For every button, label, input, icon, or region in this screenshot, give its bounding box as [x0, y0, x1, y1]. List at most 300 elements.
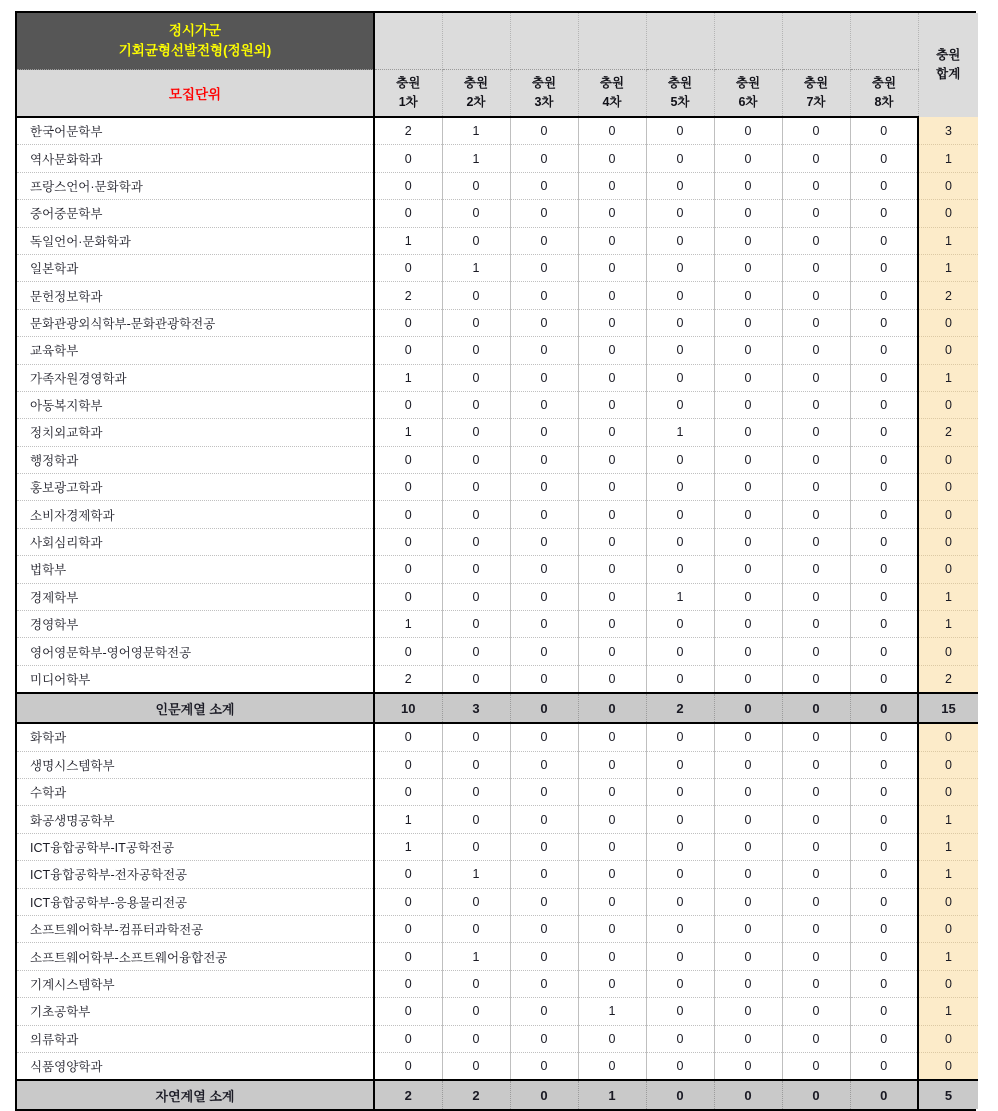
- cell-round-6: 0: [714, 1052, 782, 1080]
- cell-round-4: 0: [578, 723, 646, 751]
- cell-round-6: 0: [714, 751, 782, 778]
- header-spacer-4: [578, 13, 646, 70]
- cell-round-1: 1: [374, 806, 442, 833]
- cell-round-6: 0: [714, 501, 782, 528]
- cell-round-4: 0: [578, 474, 646, 501]
- cell-round-8: 0: [850, 1052, 918, 1080]
- cell-round-7: 0: [782, 556, 850, 583]
- admission-quota-table-sheet: [15, 11, 976, 1111]
- table-row: [17, 145, 978, 172]
- cell-round-7: 0: [782, 998, 850, 1025]
- cell-round-7: 0: [782, 833, 850, 860]
- cell-round-8: 0: [850, 778, 918, 805]
- cell-round-8: 0: [850, 391, 918, 418]
- column-header-round-5: [646, 70, 714, 118]
- cell-round-6: 0: [714, 254, 782, 281]
- cell-round-total: 1: [918, 583, 978, 610]
- cell-round-7: 0: [782, 501, 850, 528]
- cell-round-total: 0: [918, 446, 978, 473]
- cell-round-2: 1: [442, 117, 510, 145]
- table-row: [17, 337, 978, 364]
- cell-unit-name: 법학부: [17, 556, 374, 583]
- header-spacer-3: [510, 13, 578, 70]
- cell-round-3: 0: [510, 419, 578, 446]
- table-row: [17, 998, 978, 1025]
- table-row: [17, 915, 978, 942]
- table-row: [17, 282, 978, 309]
- header-spacer-8: [850, 13, 918, 70]
- cell-round-8: 0: [850, 611, 918, 638]
- cell-round-2: 0: [442, 665, 510, 693]
- round-7-line-1: 충원: [803, 75, 829, 90]
- cell-round-5: 0: [646, 309, 714, 336]
- cell-round-2: 0: [442, 337, 510, 364]
- cell-round-4: 0: [578, 446, 646, 473]
- cell-round-2: 0: [442, 638, 510, 665]
- cell-round-3: 0: [510, 611, 578, 638]
- round-8-line-1: 충원: [871, 75, 897, 90]
- cell-round-total: 1: [918, 833, 978, 860]
- subtotal-round-4: 1: [578, 1080, 646, 1109]
- cell-round-3: 0: [510, 806, 578, 833]
- cell-round-8: 0: [850, 282, 918, 309]
- cell-round-4: 0: [578, 419, 646, 446]
- header-spacer-5: [646, 13, 714, 70]
- cell-round-8: 0: [850, 806, 918, 833]
- cell-round-2: 0: [442, 583, 510, 610]
- cell-round-3: 0: [510, 556, 578, 583]
- cell-round-5: 0: [646, 556, 714, 583]
- subtotal-round-1: 2: [374, 1080, 442, 1109]
- cell-round-2: 0: [442, 1052, 510, 1080]
- cell-round-3: 0: [510, 943, 578, 970]
- cell-round-2: 0: [442, 172, 510, 199]
- table-row: [17, 806, 978, 833]
- cell-round-2: 1: [442, 861, 510, 888]
- round-4-line-1: 충원: [599, 75, 625, 90]
- table-row: [17, 778, 978, 805]
- cell-unit-name: 기초공학부: [17, 998, 374, 1025]
- cell-round-8: 0: [850, 309, 918, 336]
- header-row-columns: [17, 70, 978, 118]
- cell-round-5: 0: [646, 117, 714, 145]
- cell-round-8: 0: [850, 227, 918, 254]
- cell-unit-name: 일본학과: [17, 254, 374, 281]
- cell-round-6: 0: [714, 998, 782, 1025]
- cell-round-4: 0: [578, 117, 646, 145]
- cell-round-3: 0: [510, 970, 578, 997]
- table-row: [17, 254, 978, 281]
- cell-unit-name: 영어영문학부-영어영문학전공: [17, 638, 374, 665]
- subtotal-row: [17, 693, 978, 723]
- round-7-line-2: 7차: [806, 95, 826, 109]
- cell-round-6: 0: [714, 556, 782, 583]
- cell-round-total: 2: [918, 419, 978, 446]
- table-row: [17, 364, 978, 391]
- column-header-round-8: [850, 70, 918, 118]
- column-header-round-1: [374, 70, 442, 118]
- cell-unit-name: 소비자경제학과: [17, 501, 374, 528]
- cell-round-4: 0: [578, 200, 646, 227]
- cell-round-5: 0: [646, 1025, 714, 1052]
- cell-round-3: 0: [510, 723, 578, 751]
- cell-round-4: 0: [578, 583, 646, 610]
- cell-round-2: 0: [442, 282, 510, 309]
- cell-unit-name: 행정학과: [17, 446, 374, 473]
- cell-round-total: 0: [918, 528, 978, 555]
- cell-round-2: 0: [442, 556, 510, 583]
- cell-round-2: 0: [442, 446, 510, 473]
- subtotal-label: 인문계열 소계: [17, 693, 374, 723]
- cell-round-1: 0: [374, 583, 442, 610]
- cell-round-6: 0: [714, 1025, 782, 1052]
- cell-round-6: 0: [714, 861, 782, 888]
- cell-round-8: 0: [850, 419, 918, 446]
- cell-round-4: 0: [578, 861, 646, 888]
- subtotal-round-5: 0: [646, 1080, 714, 1109]
- cell-round-2: 0: [442, 751, 510, 778]
- cell-round-5: 0: [646, 227, 714, 254]
- cell-round-1: 0: [374, 172, 442, 199]
- cell-round-6: 0: [714, 474, 782, 501]
- cell-round-2: 0: [442, 364, 510, 391]
- cell-round-7: 0: [782, 419, 850, 446]
- cell-round-4: 0: [578, 501, 646, 528]
- subtotal-round-3: 0: [510, 693, 578, 723]
- cell-round-4: 0: [578, 806, 646, 833]
- round-3-line-1: 충원: [531, 75, 557, 90]
- cell-round-8: 0: [850, 915, 918, 942]
- cell-round-5: 0: [646, 364, 714, 391]
- cell-round-6: 0: [714, 364, 782, 391]
- column-header-round-3: [510, 70, 578, 118]
- cell-round-4: 1: [578, 998, 646, 1025]
- cell-round-1: 0: [374, 998, 442, 1025]
- cell-round-total: 0: [918, 391, 978, 418]
- cell-round-4: 0: [578, 1052, 646, 1080]
- cell-round-total: 0: [918, 1052, 978, 1080]
- cell-round-7: 0: [782, 364, 850, 391]
- cell-round-1: 0: [374, 638, 442, 665]
- cell-round-6: 0: [714, 117, 782, 145]
- cell-round-6: 0: [714, 806, 782, 833]
- cell-round-6: 0: [714, 970, 782, 997]
- cell-round-8: 0: [850, 364, 918, 391]
- cell-round-1: 0: [374, 1025, 442, 1052]
- total-head-line-2: 합계: [936, 67, 961, 81]
- round-2-line-2: 2차: [466, 95, 486, 109]
- cell-round-6: 0: [714, 833, 782, 860]
- subtotal-round-8: 0: [850, 693, 918, 723]
- table-row: [17, 861, 978, 888]
- round-2-line-1: 충원: [463, 75, 489, 90]
- cell-round-1: 0: [374, 778, 442, 805]
- cell-round-8: 0: [850, 1025, 918, 1052]
- cell-round-total: 0: [918, 172, 978, 199]
- cell-round-7: 0: [782, 861, 850, 888]
- cell-round-3: 0: [510, 501, 578, 528]
- column-header-unit: 모집단위: [17, 70, 374, 118]
- cell-round-5: 1: [646, 419, 714, 446]
- cell-unit-name: 문헌정보학과: [17, 282, 374, 309]
- cell-round-3: 0: [510, 528, 578, 555]
- cell-unit-name: 홍보광고학과: [17, 474, 374, 501]
- table-row: [17, 1025, 978, 1052]
- cell-round-7: 0: [782, 309, 850, 336]
- cell-unit-name: 화학과: [17, 723, 374, 751]
- cell-round-total: 0: [918, 1025, 978, 1052]
- table-row: [17, 970, 978, 997]
- cell-unit-name: ICT융합공학부-응용물리전공: [17, 888, 374, 915]
- cell-round-3: 0: [510, 364, 578, 391]
- cell-round-7: 0: [782, 474, 850, 501]
- cell-round-7: 0: [782, 282, 850, 309]
- cell-round-3: 0: [510, 200, 578, 227]
- cell-round-7: 0: [782, 391, 850, 418]
- cell-round-2: 0: [442, 915, 510, 942]
- cell-round-total: 1: [918, 861, 978, 888]
- column-header-round-2: [442, 70, 510, 118]
- round-4-line-2: 4차: [602, 95, 622, 109]
- cell-round-1: 1: [374, 364, 442, 391]
- cell-round-total: 1: [918, 998, 978, 1025]
- cell-round-2: 0: [442, 1025, 510, 1052]
- table-row: [17, 751, 978, 778]
- cell-round-total: 1: [918, 227, 978, 254]
- cell-round-2: 0: [442, 200, 510, 227]
- round-3-line-2: 3차: [534, 95, 554, 109]
- cell-round-6: 0: [714, 611, 782, 638]
- cell-round-7: 0: [782, 970, 850, 997]
- cell-unit-name: 아동복지학부: [17, 391, 374, 418]
- total-head-line-1: 충원: [936, 47, 961, 62]
- cell-round-2: 0: [442, 227, 510, 254]
- cell-round-2: 0: [442, 723, 510, 751]
- cell-round-3: 0: [510, 474, 578, 501]
- cell-round-1: 0: [374, 915, 442, 942]
- cell-round-7: 0: [782, 446, 850, 473]
- cell-round-4: 0: [578, 309, 646, 336]
- cell-unit-name: 미디어학부: [17, 665, 374, 693]
- cell-round-8: 0: [850, 172, 918, 199]
- cell-round-7: 0: [782, 200, 850, 227]
- cell-round-1: 2: [374, 282, 442, 309]
- cell-round-7: 0: [782, 611, 850, 638]
- cell-round-3: 0: [510, 833, 578, 860]
- cell-unit-name: 의류학과: [17, 1025, 374, 1052]
- cell-round-6: 0: [714, 391, 782, 418]
- header-spacer-1: [374, 13, 442, 70]
- cell-round-6: 0: [714, 638, 782, 665]
- round-5-line-2: 5차: [670, 95, 690, 109]
- cell-round-4: 0: [578, 227, 646, 254]
- cell-round-1: 0: [374, 337, 442, 364]
- table-row: [17, 611, 978, 638]
- cell-round-3: 0: [510, 915, 578, 942]
- cell-round-3: 0: [510, 254, 578, 281]
- table-row: [17, 556, 978, 583]
- cell-round-total: 0: [918, 309, 978, 336]
- cell-round-8: 0: [850, 556, 918, 583]
- cell-round-3: 0: [510, 861, 578, 888]
- table-row: [17, 833, 978, 860]
- cell-round-3: 0: [510, 751, 578, 778]
- table-row: [17, 172, 978, 199]
- cell-round-5: 0: [646, 998, 714, 1025]
- cell-round-1: 1: [374, 419, 442, 446]
- cell-unit-name: 정치외교학과: [17, 419, 374, 446]
- cell-round-6: 0: [714, 943, 782, 970]
- table-row: [17, 446, 978, 473]
- cell-round-5: 0: [646, 145, 714, 172]
- cell-round-total: 0: [918, 723, 978, 751]
- cell-round-total: 2: [918, 282, 978, 309]
- cell-round-5: 0: [646, 474, 714, 501]
- cell-round-total: 0: [918, 888, 978, 915]
- admission-quota-table: [17, 13, 978, 1109]
- cell-round-1: 0: [374, 200, 442, 227]
- cell-round-1: 0: [374, 309, 442, 336]
- title-line-2: 기회균형선발전형(정원외): [118, 43, 272, 58]
- cell-round-8: 0: [850, 998, 918, 1025]
- cell-round-1: 2: [374, 665, 442, 693]
- cell-round-7: 0: [782, 638, 850, 665]
- cell-round-8: 0: [850, 583, 918, 610]
- table-row: [17, 501, 978, 528]
- cell-round-2: 0: [442, 970, 510, 997]
- cell-round-total: 0: [918, 200, 978, 227]
- cell-round-1: 0: [374, 474, 442, 501]
- table-row: [17, 665, 978, 693]
- cell-round-7: 0: [782, 806, 850, 833]
- cell-unit-name: 생명시스템학부: [17, 751, 374, 778]
- cell-round-4: 0: [578, 611, 646, 638]
- table-row: [17, 419, 978, 446]
- cell-unit-name: 식품영양학과: [17, 1052, 374, 1080]
- cell-round-1: 0: [374, 528, 442, 555]
- cell-round-3: 0: [510, 998, 578, 1025]
- cell-round-5: 0: [646, 528, 714, 555]
- cell-round-4: 0: [578, 254, 646, 281]
- cell-round-8: 0: [850, 528, 918, 555]
- cell-round-total: 3: [918, 117, 978, 145]
- cell-round-7: 0: [782, 117, 850, 145]
- cell-round-1: 1: [374, 833, 442, 860]
- cell-round-1: 0: [374, 861, 442, 888]
- cell-round-2: 0: [442, 391, 510, 418]
- cell-round-total: 0: [918, 638, 978, 665]
- table-row: [17, 117, 978, 145]
- cell-round-1: 2: [374, 117, 442, 145]
- cell-unit-name: 역사문화학과: [17, 145, 374, 172]
- cell-round-6: 0: [714, 337, 782, 364]
- cell-round-total: 0: [918, 778, 978, 805]
- cell-round-4: 0: [578, 528, 646, 555]
- cell-round-8: 0: [850, 117, 918, 145]
- table-row: [17, 528, 978, 555]
- cell-round-7: 0: [782, 583, 850, 610]
- cell-round-8: 0: [850, 665, 918, 693]
- cell-round-8: 0: [850, 501, 918, 528]
- cell-round-5: 0: [646, 446, 714, 473]
- cell-round-2: 0: [442, 309, 510, 336]
- cell-unit-name: 한국어문학부: [17, 117, 374, 145]
- cell-round-5: 0: [646, 501, 714, 528]
- cell-round-1: 0: [374, 446, 442, 473]
- cell-round-8: 0: [850, 446, 918, 473]
- cell-round-5: 0: [646, 172, 714, 199]
- cell-round-7: 0: [782, 723, 850, 751]
- cell-round-8: 0: [850, 638, 918, 665]
- subtotal-round-3: 0: [510, 1080, 578, 1109]
- subtotal-grand-total: 15: [918, 693, 978, 723]
- cell-round-6: 0: [714, 419, 782, 446]
- cell-round-3: 0: [510, 391, 578, 418]
- cell-round-3: 0: [510, 309, 578, 336]
- cell-round-6: 0: [714, 200, 782, 227]
- cell-round-6: 0: [714, 583, 782, 610]
- cell-round-1: 0: [374, 254, 442, 281]
- subtotal-round-5: 2: [646, 693, 714, 723]
- cell-round-5: 0: [646, 861, 714, 888]
- cell-round-1: 0: [374, 391, 442, 418]
- cell-round-7: 0: [782, 227, 850, 254]
- cell-round-total: 0: [918, 501, 978, 528]
- cell-round-2: 0: [442, 501, 510, 528]
- cell-round-total: 0: [918, 915, 978, 942]
- cell-unit-name: 가족자원경영학과: [17, 364, 374, 391]
- cell-round-7: 0: [782, 337, 850, 364]
- round-6-line-2: 6차: [738, 95, 758, 109]
- cell-unit-name: 교육학부: [17, 337, 374, 364]
- cell-round-2: 1: [442, 943, 510, 970]
- cell-round-5: 0: [646, 778, 714, 805]
- subtotal-round-7: 0: [782, 1080, 850, 1109]
- subtotal-round-6: 0: [714, 693, 782, 723]
- cell-round-3: 0: [510, 1052, 578, 1080]
- cell-round-2: 0: [442, 474, 510, 501]
- cell-round-5: 0: [646, 282, 714, 309]
- cell-round-6: 0: [714, 282, 782, 309]
- cell-round-total: 0: [918, 474, 978, 501]
- cell-round-2: 0: [442, 611, 510, 638]
- cell-round-5: 0: [646, 391, 714, 418]
- table-row: [17, 638, 978, 665]
- table-row: [17, 583, 978, 610]
- cell-round-7: 0: [782, 888, 850, 915]
- cell-round-4: 0: [578, 556, 646, 583]
- round-8-line-2: 8차: [874, 95, 894, 109]
- cell-round-5: 0: [646, 254, 714, 281]
- cell-round-4: 0: [578, 145, 646, 172]
- cell-round-total: 0: [918, 751, 978, 778]
- cell-round-6: 0: [714, 145, 782, 172]
- cell-round-1: 1: [374, 227, 442, 254]
- cell-round-4: 0: [578, 1025, 646, 1052]
- cell-round-4: 0: [578, 364, 646, 391]
- cell-round-2: 0: [442, 419, 510, 446]
- cell-round-5: 0: [646, 638, 714, 665]
- cell-round-total: 1: [918, 943, 978, 970]
- cell-round-6: 0: [714, 528, 782, 555]
- cell-round-total: 0: [918, 970, 978, 997]
- cell-unit-name: ICT융합공학부-IT공학전공: [17, 833, 374, 860]
- cell-round-4: 0: [578, 665, 646, 693]
- table-row: [17, 723, 978, 751]
- cell-round-5: 0: [646, 943, 714, 970]
- cell-round-5: 0: [646, 1052, 714, 1080]
- cell-round-6: 0: [714, 309, 782, 336]
